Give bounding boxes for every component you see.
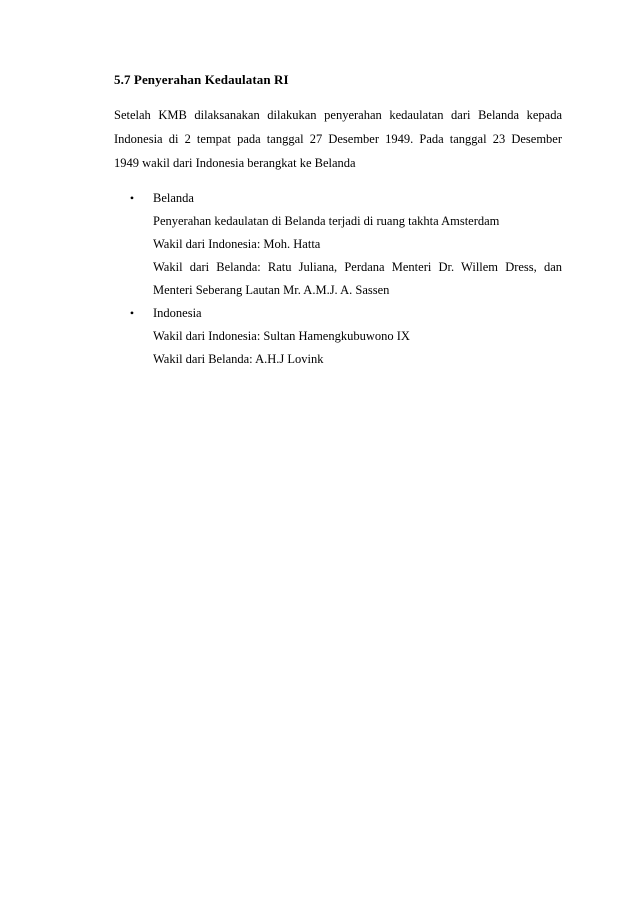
bullet-title: Indonesia [153,306,202,320]
bullet-dot-icon: • [129,191,135,205]
section-heading: 5.7 Penyerahan Kedaulatan RI [114,72,289,87]
bullet-body [114,325,562,371]
bullet-line: Wakil dari Belanda: Ratu Juliana, Perdana Menteri Dr. Willem Dress, dan [153,260,562,274]
bullet-line: Wakil dari Indonesia: Sultan Hamengkubuwono IX [153,329,410,343]
bullet-line: Penyerahan kedaulatan di Belanda terjadi di ruang takhta Amsterdam [153,214,500,228]
intro-paragraph [114,103,562,175]
list-item-belanda [114,187,562,302]
bullet-heading [114,187,562,210]
bullet-line: Menteri Seberang Lautan Mr. A.M.J. A. Sassen [153,283,390,297]
bullet-body [114,210,562,302]
intro-line: Setelah KMB dilaksanakan dilakukan penyerahan kedaulatan dari Belanda kepada [114,108,562,122]
intro-line: 1949 wakil dari Indonesia berangkat ke Belanda [114,156,356,170]
list-item-indonesia [114,302,562,371]
bullet-line: Wakil dari Indonesia: Moh. Hatta [153,237,321,251]
bullet-list [114,187,562,371]
bullet-line: Wakil dari Belanda: A.H.J Lovink [153,352,324,366]
intro-line: Indonesia di 2 tempat pada tanggal 27 Desember 1949. Pada tanggal 23 Desember [114,132,562,146]
bullet-dot-icon: • [129,306,135,320]
bullet-heading [114,302,562,325]
bullet-title: Belanda [153,191,194,205]
